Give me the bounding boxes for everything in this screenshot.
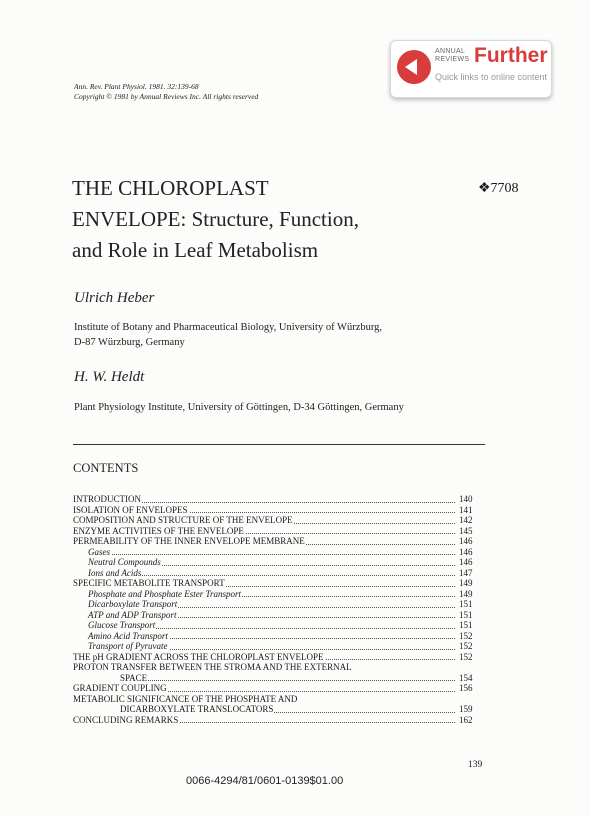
toc-leader-dots	[88, 554, 455, 555]
badge-further-text: Further	[474, 44, 548, 67]
toc-entry-label: Glucose Transport	[88, 620, 156, 630]
toc-entry-page: 147	[459, 567, 473, 578]
toc-entry[interactable]	[73, 557, 485, 568]
toc-entry-page: 162	[459, 714, 473, 725]
toc-entry-label: DICARBOXYLATE TRANSLOCATORS	[120, 704, 274, 714]
toc-leader-dots	[88, 575, 455, 576]
toc-entry-page: 151	[459, 599, 473, 609]
toc-entry[interactable]	[73, 526, 485, 537]
citation-line-1: Ann. Rev. Plant Physiol. 1981. 32:139-68	[74, 82, 199, 91]
toc-entry[interactable]	[73, 547, 485, 558]
toc-entry-label: Phosphate and Phosphate Ester Transport	[88, 588, 242, 599]
toc-leader-dots	[120, 680, 455, 681]
article-code: ❖7708	[478, 181, 519, 196]
toc-entry-label: Amino Acid Transport	[88, 630, 168, 641]
toc-entry[interactable]	[73, 694, 485, 705]
author-affiliation	[74, 320, 382, 350]
toc-entry-page: 146	[459, 536, 473, 546]
article-title	[72, 173, 359, 266]
badge-publisher-label	[435, 48, 469, 64]
toc-entry[interactable]	[73, 673, 485, 684]
toc-entry-page: 151	[459, 609, 473, 620]
toc-entry-label: GRADIENT COUPLING	[73, 683, 167, 693]
toc-entry-label: Ions and Acids	[88, 567, 142, 578]
toc-entry[interactable]	[73, 599, 485, 610]
toc-entry-label: ISOLATION OF ENVELOPES	[73, 504, 188, 515]
citation-line-2: Copyright © 1981 by Annual Reviews Inc. All rights reserved	[74, 92, 259, 101]
toc-entry-label: Neutral Compounds	[88, 557, 161, 567]
toc-entry[interactable]	[73, 641, 485, 652]
author-name: Ulrich Heber	[74, 290, 155, 306]
toc-entry-page: 142	[459, 515, 473, 525]
affiliation-line-1: Plant Physiology Institute, University of Göttingen, D-34 Göttingen, Germany	[74, 402, 404, 413]
toc-entry-label: ATP and ADP Transport	[88, 609, 177, 620]
toc-entry-label: Transport of Pyruvate	[88, 641, 168, 651]
toc-entry[interactable]	[73, 683, 485, 694]
toc-entry[interactable]	[73, 515, 485, 526]
toc-entry-label: CONCLUDING REMARKS	[73, 714, 179, 725]
toc-entry[interactable]	[73, 536, 485, 547]
toc-entry[interactable]	[73, 704, 485, 715]
toc-entry-label: SPACE	[120, 672, 148, 683]
toc-entry[interactable]	[73, 578, 485, 589]
toc-entry-label: COMPOSITION AND STRUCTURE OF THE ENVELOPE	[73, 515, 293, 525]
toc-entry-page: 140	[459, 494, 473, 504]
toc-entry-label: THE pH GRADIENT ACROSS THE CHLOROPLAST ENVELOPE	[73, 651, 324, 662]
author-affiliation	[74, 400, 404, 415]
toc-entry-page: 152	[459, 641, 473, 651]
author-name: H. W. Heldt	[74, 369, 145, 385]
toc-entry-page: 154	[459, 672, 473, 683]
toc-entry-label: Gases	[88, 546, 110, 557]
journal-citation	[74, 82, 258, 102]
toc-entry-page: 146	[459, 546, 473, 557]
toc-entry[interactable]	[73, 620, 485, 631]
badge-reviews-text: REVIEWS	[435, 56, 470, 63]
title-line-3: and Role in Leaf Metabolism	[72, 238, 319, 262]
title-line-1: THE CHLOROPLAST	[72, 176, 269, 200]
annual-reviews-further-badge[interactable]	[390, 40, 552, 98]
toc-entry[interactable]	[73, 494, 485, 505]
title-line-2: ENVELOPE: Structure, Function,	[72, 207, 359, 231]
toc-entry[interactable]	[73, 652, 485, 663]
badge-subtitle: Quick links to online content	[435, 72, 548, 82]
toc-entry-page: 146	[459, 557, 473, 567]
back-arrow-icon	[397, 50, 431, 84]
page-number: 139	[468, 760, 483, 770]
toc-entry-label: PERMEABILITY OF THE INNER ENVELOPE MEMBRANE	[73, 536, 305, 546]
affiliation-line-2: D-87 Würzburg, Germany	[74, 337, 185, 348]
toc-entry-label: ENZYME ACTIVITIES OF THE ENVELOPE	[73, 525, 244, 536]
toc-entry-label: INTRODUCTION	[73, 494, 141, 504]
toc-entry-label: METABOLIC SIGNIFICANCE OF THE PHOSPHATE AND	[73, 693, 298, 704]
toc-entry-page: 152	[459, 651, 473, 662]
section-divider	[73, 444, 485, 445]
toc-entry[interactable]	[73, 662, 485, 673]
toc-entry[interactable]	[73, 568, 485, 579]
toc-entry[interactable]	[73, 505, 485, 516]
toc-entry[interactable]	[73, 610, 485, 621]
toc-entry[interactable]	[73, 589, 485, 600]
toc-entry-page: 149	[459, 588, 473, 599]
toc-entry[interactable]	[73, 631, 485, 642]
toc-entry-page: 145	[459, 525, 473, 536]
table-of-contents	[73, 494, 485, 725]
toc-entry-page: 152	[459, 630, 473, 641]
toc-entry-label: Dicarboxylate Transport	[88, 599, 178, 609]
toc-entry-label: SPECIFIC METABOLITE TRANSPORT	[73, 578, 225, 588]
toc-entry-page: 156	[459, 683, 473, 693]
toc-entry-page: 149	[459, 578, 473, 588]
toc-entry-page: 151	[459, 620, 473, 630]
toc-entry-page: 159	[459, 704, 473, 714]
toc-entry[interactable]	[73, 715, 485, 726]
footer-code: 0066-4294/81/0601-0139$01.00	[186, 775, 344, 787]
toc-entry-page: 141	[459, 504, 473, 515]
badge-annual-text: ANNUAL	[435, 48, 466, 55]
affiliation-line-1: Institute of Botany and Pharmaceutical Biology, University of Würzburg,	[74, 322, 383, 333]
contents-heading: CONTENTS	[73, 461, 139, 475]
toc-entry-label: PROTON TRANSFER BETWEEN THE STROMA AND THE EXTERNAL	[73, 662, 352, 672]
